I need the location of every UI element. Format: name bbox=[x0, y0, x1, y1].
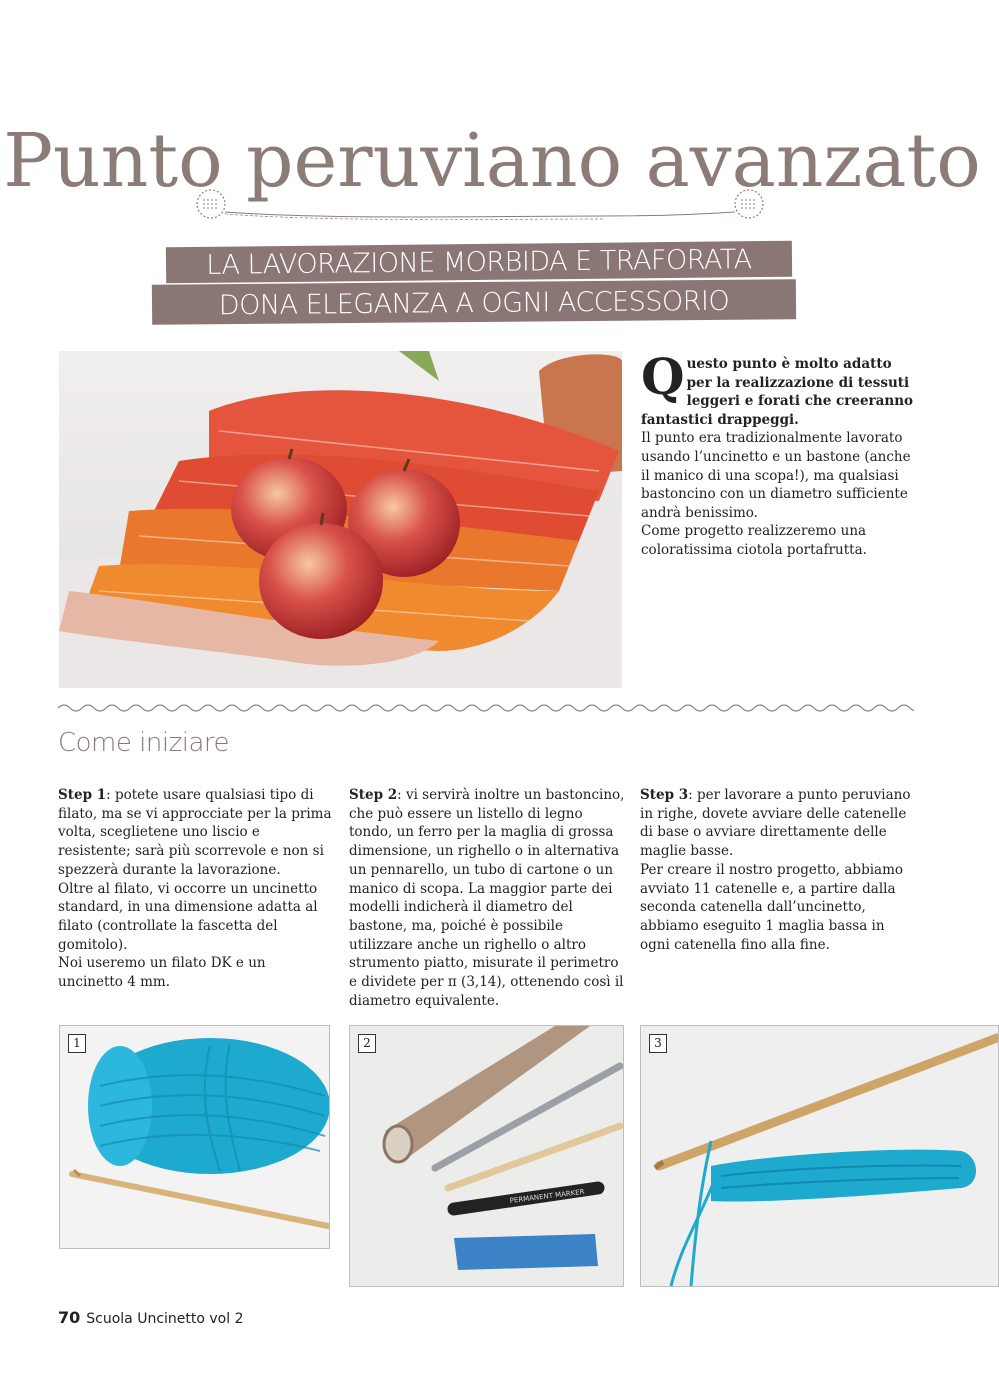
photo-number-2: 2 bbox=[358, 1034, 376, 1053]
section-title: Come iniziare bbox=[58, 728, 229, 758]
subtitle-line-2: DONA ELEGANZA A OGNI ACCESSORIO bbox=[218, 285, 730, 322]
intro-paragraph-2: Come progetto realizzeremo una coloratissima ciotola portafrutta. bbox=[641, 523, 867, 558]
marker-label: PERMANENT MARKER bbox=[509, 1187, 585, 1205]
step-1-photo bbox=[59, 1025, 330, 1249]
page-number: 70 bbox=[58, 1308, 81, 1327]
intro-text bbox=[641, 347, 921, 560]
step-2-label: Step 2 bbox=[349, 787, 398, 803]
page-title: Punto peruviano avanzato bbox=[3, 118, 981, 204]
hero-photo bbox=[59, 351, 622, 688]
step-1-column bbox=[58, 786, 334, 992]
step-2-text-1: : vi servirà inoltre un bastoncino, che può essere un listello di legno tondo, un ferro per la maglia di grossa dimensione, un righello o in alternativa un pennarello, un tubo di cartone o un manico di scopa. La maggior parte dei modelli indicherà il diametro del bastone, ma, poiché è possibile utilizzare anche un righello o altro strumento piatto, misurate il perimetro e dividete per π (3,14), ottenendo così il diametro equivalente. bbox=[349, 787, 625, 1009]
subtitle-banner-2 bbox=[152, 279, 796, 325]
step-3-text-2: Per creare il nostro progetto, abbiamo avviato 11 catenelle e, a partire dalla seconda catenella dall’uncinetto, abbiamo eseguito 1 maglia bassa in ogni catenella fino alla fine. bbox=[640, 861, 904, 953]
step-1-text-2: Oltre al filato, vi occorre un uncinetto standard, in una dimensione adatta al filato (controllate la fascetta del gomitolo). bbox=[58, 880, 318, 953]
photo-number-3: 3 bbox=[649, 1034, 667, 1053]
step-3-label: Step 3 bbox=[640, 787, 689, 803]
publication-name: Scuola Uncinetto vol 2 bbox=[86, 1311, 244, 1327]
step-2-column bbox=[349, 786, 625, 1010]
step-2-photo bbox=[349, 1025, 624, 1287]
intro-paragraph-1: Il punto era tradizionalmente lavorato usando l’uncinetto e un bastone (anche il manico di una scopa!), ma qualsiasi bastoncino con un diametro sufficiente andrà benissimo. bbox=[641, 430, 911, 521]
step-3-text-1: : per lavorare a punto peruviano in righe, dovete avviare delle catenelle di base o avviare direttamente delle maglie basse. bbox=[640, 787, 911, 860]
drop-cap: Q bbox=[641, 347, 685, 406]
wavy-divider bbox=[58, 700, 914, 716]
intro-lead: uesto punto è molto adatto per la realizzazione di tessuti leggeri e forati che creeranno fantastici drappeggi. bbox=[641, 356, 914, 428]
step-1-text-3: Noi useremo un filato DK e un uncinetto 4 mm. bbox=[58, 955, 266, 991]
step-3-photo bbox=[640, 1025, 999, 1287]
title-ornament bbox=[185, 186, 775, 226]
page-footer bbox=[58, 1308, 244, 1327]
photo-number-1: 1 bbox=[68, 1034, 86, 1053]
subtitle-banner-1 bbox=[166, 241, 792, 284]
subtitle-line-1: LA LAVORAZIONE MORBIDA E TRAFORATA bbox=[206, 244, 752, 281]
step-1-label: Step 1 bbox=[58, 787, 107, 803]
step-3-column bbox=[640, 786, 916, 954]
step-1-text-1: : potete usare qualsiasi tipo di filato, ma se vi approcciate per la prima volta, sceglietene uno liscio e resistente; sarà più scorrevole e non si spezzerà durante la lavorazione. bbox=[58, 787, 332, 878]
